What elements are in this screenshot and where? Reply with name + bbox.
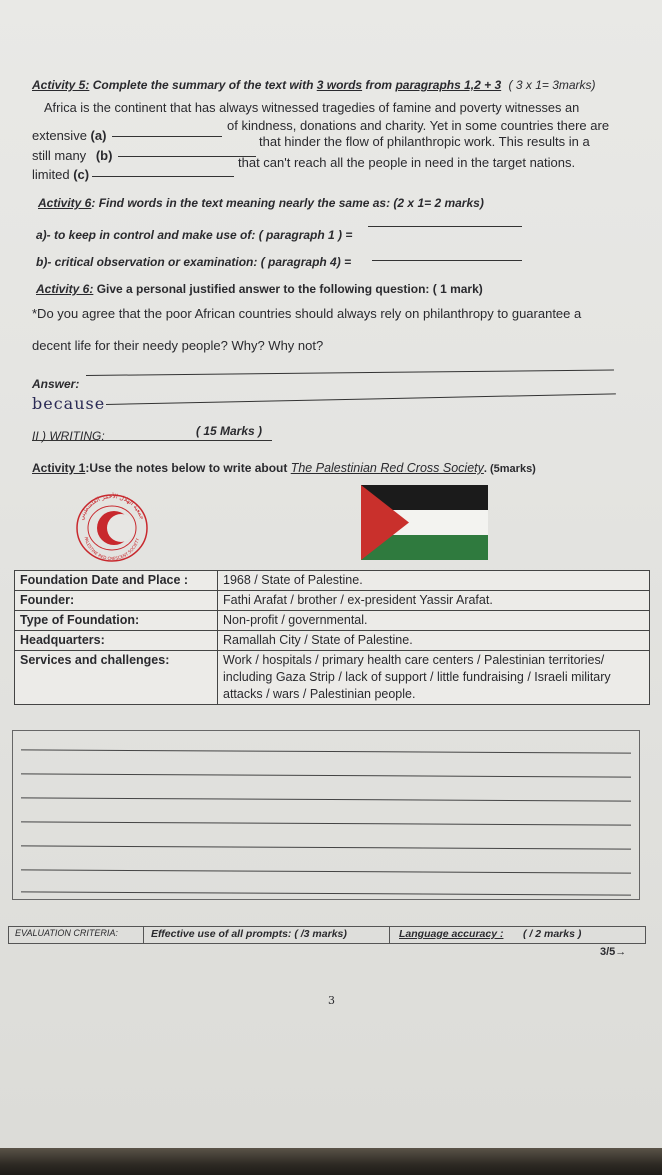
evaluation-separator-1 — [143, 927, 144, 943]
emblem-english-text: PALESTINE RED CRESCENT SOCIETY — [83, 536, 141, 562]
activity5-paragraphs: paragraphs 1,2 + 3 — [395, 78, 502, 92]
evaluation-criteria-bar — [8, 926, 646, 944]
notes-key: Services and challenges: — [15, 651, 218, 705]
page-number: 3 — [328, 994, 335, 1007]
notes-row — [15, 651, 650, 705]
notes-table — [14, 570, 650, 705]
writing-heading-underline — [32, 440, 272, 441]
notes-value: Non-profit / governmental. — [218, 611, 650, 631]
item-b-blank[interactable] — [372, 260, 522, 261]
summary-line-4-pre — [32, 167, 89, 182]
writing-box[interactable] — [12, 730, 640, 900]
writing-activity-label: Activity 1 — [32, 461, 86, 475]
activity5-label: Activity 5: — [32, 78, 90, 92]
emblem-arabic-text: جمعية الهلال الأحمر الفلسطيني — [78, 492, 146, 522]
palestine-flag — [361, 485, 488, 560]
writing-activity-marks: . (5marks) — [483, 463, 536, 475]
summary-line-3-post: that hinder the flow of philanthropic work. This results in a — [259, 134, 590, 149]
evaluation-label: EVALUATION CRITERIA: — [15, 928, 118, 938]
activity6-opinion-instruction: Give a personal justified answer to the following question: ( 1 mark) — [93, 282, 483, 296]
item-b-prompt: b)- critical observation or examination: ( paragraph 4) = — [36, 255, 352, 269]
gap-a-label: (a) — [90, 128, 107, 143]
writing-line-4[interactable] — [21, 821, 631, 825]
question-line-2: decent life for their needy people? Why? Why not? — [32, 338, 324, 353]
writing-activity-instruction: :Use the notes below to write about — [85, 461, 291, 475]
table-surface — [0, 1148, 662, 1175]
word-still-many: still many — [32, 148, 87, 163]
notes-key: Founder: — [15, 591, 218, 611]
summary-line-2-pre — [32, 128, 106, 143]
notes-value: 1968 / State of Palestine. — [218, 571, 650, 591]
notes-key: Headquarters: — [15, 631, 218, 651]
summary-line-3-pre — [32, 148, 112, 163]
activity6-words-label: Activity 6 — [38, 196, 92, 210]
notes-row — [15, 591, 650, 611]
writing-line-1[interactable] — [21, 749, 631, 753]
item-a-prompt: a)- to keep in control and make use of: ( paragraph 1 ) = — [36, 228, 353, 242]
question-line-1: *Do you agree that the poor African countries should always rely on philanthropy to guarantee a — [32, 306, 582, 321]
activity5-marks: ( 3 x 1= 3marks) — [508, 78, 596, 92]
gap-b-label: (b) — [95, 148, 113, 163]
flag-icon — [361, 485, 488, 560]
evaluation-separator-2 — [389, 927, 390, 943]
page-marker: 3/5→ — [600, 946, 627, 958]
writing-line-2[interactable] — [21, 773, 631, 777]
gap-a-blank[interactable] — [112, 136, 222, 137]
red-crescent-icon — [74, 492, 150, 564]
evaluation-language-marks: ( / 2 marks ) — [523, 928, 582, 940]
notes-row — [15, 631, 650, 651]
answer-label: Answer: — [32, 377, 80, 391]
notes-row — [15, 611, 650, 631]
activity5-words: 3 words — [316, 78, 363, 92]
writing-line-6[interactable] — [21, 869, 631, 873]
writing-line-5[interactable] — [21, 845, 631, 849]
activity6-words-title — [38, 196, 484, 210]
summary-line-1: Africa is the continent that has always witnessed tragedies of famine and poverty witnesses an — [44, 100, 580, 115]
notes-value: Fathi Arafat / brother / ex-president Yassir Arafat. — [218, 591, 650, 611]
writing-marks: ( 15 Marks ) — [196, 424, 263, 438]
writing-heading: II ) WRITING: — [32, 429, 105, 443]
activity6-opinion-title — [36, 282, 483, 296]
red-crescent-emblem — [74, 492, 150, 564]
writing-activity-title — [32, 461, 536, 475]
activity6-opinion-label: Activity 6: — [36, 282, 94, 296]
answer-line-1[interactable] — [86, 369, 614, 376]
gap-c-label: (c) — [73, 167, 90, 182]
word-extensive: extensive — [32, 128, 87, 143]
writing-line-3[interactable] — [21, 797, 631, 801]
summary-line-4-post: that can't reach all the people in need in the target nations. — [238, 155, 576, 170]
item-a-blank[interactable] — [368, 226, 522, 227]
notes-key: Foundation Date and Place : — [15, 571, 218, 591]
notes-row — [15, 571, 650, 591]
activity5-title — [32, 78, 596, 92]
writing-activity-topic: The Palestinian Red Cross Society — [290, 461, 484, 475]
notes-value: Work / hospitals / primary health care centers / Palestinian territories/ including Gaza Strip / lack of support / little fundraising / Israeli military attacks / wars / Palestinian people. — [218, 651, 650, 705]
notes-key: Type of Foundation: — [15, 611, 218, 631]
gap-b-blank[interactable] — [118, 156, 256, 157]
notes-value: Ramallah City / State of Palestine. — [218, 631, 650, 651]
word-limited: limited — [32, 167, 70, 182]
activity6-words-instruction: : Find words in the text meaning nearly the same as: (2 x 1= 2 marks) — [91, 196, 484, 210]
writing-line-7[interactable] — [21, 891, 631, 895]
activity5-title-mid: Complete the summary of the text with — [89, 78, 317, 92]
handwritten-answer: because — [32, 394, 106, 413]
summary-line-2-post: of kindness, donations and charity. Yet in some countries there are — [227, 118, 610, 133]
answer-line-2[interactable] — [106, 393, 616, 405]
activity5-from: from — [362, 78, 396, 92]
evaluation-language: Language accuracy : — [399, 928, 504, 940]
evaluation-prompts: Effective use of all prompts: ( /3 marks) — [151, 928, 347, 940]
gap-c-blank[interactable] — [92, 176, 234, 177]
